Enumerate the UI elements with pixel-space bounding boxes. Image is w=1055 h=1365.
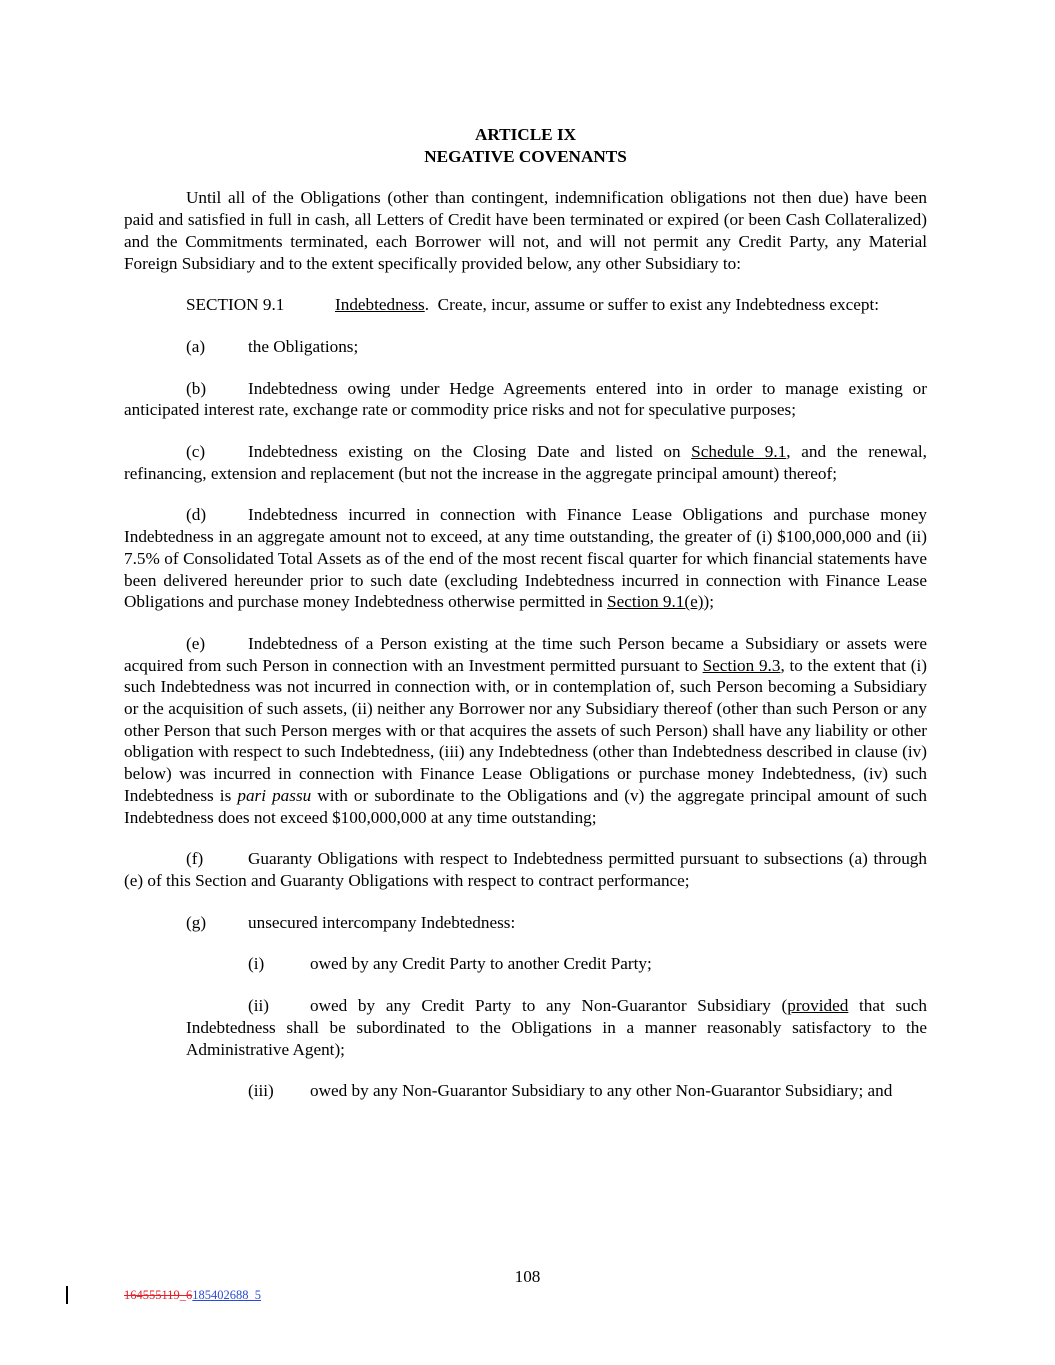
document-id <box>124 1288 261 1303</box>
item-label: (ii) <box>248 996 269 1016</box>
item-g-iii <box>186 1080 927 1102</box>
section-9-1: SECTION 9.1 Indebtedness. Create, incur, assume or suffer to exist any Indebtedness except: <box>186 295 880 315</box>
item-label: (d) <box>186 505 207 525</box>
section-reference: Section 9.1(e) <box>607 592 704 612</box>
item-text: owed by any Credit Party to another Credit Party; <box>310 954 652 974</box>
article-title: NEGATIVE COVENANTS <box>424 146 627 166</box>
item-a <box>124 336 927 358</box>
intro-paragraph: Until all of the Obligations (other than contingent, indemnification obligations not then due) have been paid and satisfied in full in cash, all Letters of Credit have been terminated or expired (or been Cash Collateralized) and the Commitments terminated, each Borrower will not, and will not permit any Credit Party, any Material Foreign Subsidiary and to the extent specifically provided below, any other Subsidiary to: <box>124 188 927 273</box>
item-label: (e) <box>186 633 206 653</box>
item-label: (a) <box>186 336 206 356</box>
section-text: Create, incur, assume or suffer to exist any Indebtedness except: <box>437 295 880 315</box>
item-text: Indebtedness incurred in connection with Finance Lease Obligations and purchase money Indebtedness in an aggregate amount not to exceed, at any time outstanding, the greater of (i) $100,000,000 and (ii) 7.5% of Consolidated Total Assets as of the end of the most recent fiscal quarter for which financial statements have been delivered hereunder prior to such date (excluding Indebtedness incurred in connection with Finance Lease Obligations and purchase money Indebtedness otherwise permitted in <box>124 505 927 612</box>
revision-change-bar <box>66 1286 68 1304</box>
item-label: (g) <box>186 912 207 932</box>
item-label: (c) <box>186 442 206 462</box>
item-text: owed by any Credit Party to any Non-Guarantor Subsidiary ( <box>310 996 788 1016</box>
item-text: Indebtedness existing on the Closing Date and listed on <box>248 442 692 462</box>
item-text: with or subordinate to the Obligations and (v) the aggregate principal amount of such Indebtedness does not exceed $100,000,000 at any time outstanding; <box>124 785 927 827</box>
section-reference: Section 9.3 <box>702 655 781 675</box>
item-label: (b) <box>186 378 207 398</box>
item-g <box>124 912 927 934</box>
item-text: the Obligations; <box>248 336 359 356</box>
schedule-reference: Schedule 9.1 <box>691 442 787 462</box>
item-text: Indebtedness of a Person existing at the time such Person became a Subsidiary or assets were acquired from such Person in connection with an Investment permitted pursuant to <box>124 633 927 675</box>
item-g-i <box>186 953 927 975</box>
item-g-ii <box>186 995 927 1060</box>
inserted-document-id: 185402688_5 <box>192 1288 262 1302</box>
item-label: (i) <box>248 954 265 974</box>
item-e <box>124 633 927 828</box>
provided-term: provided <box>787 996 849 1016</box>
item-text: , to the extent that (i) such Indebtedness was not incurred in connection with, or in contemplation of, such Person becoming a Subsidiary or the acquisition of such assets, (ii) neither any Borrower nor any Subsidiary thereof (other than such Person or any other Person that such Person merges with or that acquires the assets of such Person) shall have any liability or other obligation with respect to such Indebtedness, (iii) any Indebtedness (other than Indebtedness described in clause (iv) below) was incurred in connection with Finance Lease Obligations or purchase money Indebtedness, (iv) such Indebtedness is <box>124 655 928 805</box>
section-number: SECTION 9.1 <box>186 295 285 315</box>
item-text: owed by any Non-Guarantor Subsidiary to any other Non-Guarantor Subsidiary; and <box>310 1081 893 1101</box>
item-f <box>124 848 927 891</box>
page-number: 108 <box>514 1267 541 1286</box>
article-number: ARTICLE IX <box>474 125 577 144</box>
item-label: (f) <box>186 849 204 869</box>
item-text: ); <box>703 592 714 612</box>
item-label: (iii) <box>248 1081 274 1101</box>
item-b <box>124 378 927 421</box>
deleted-document-id: 164555119_6 <box>124 1288 193 1302</box>
item-text: that such Indebtedness shall be subordinated to the Obligations in a manner reasonably satisfactory to the Administrative Agent); <box>186 996 928 1059</box>
section-heading: Indebtedness <box>335 295 425 315</box>
item-c <box>124 441 927 484</box>
item-d <box>124 504 927 613</box>
document-page <box>124 124 927 1102</box>
item-text: , and the renewal, refinancing, extension and replacement (but not the increase in the aggregate principal amount) thereof; <box>124 442 927 483</box>
item-text: Guaranty Obligations with respect to Indebtedness permitted pursuant to subsections (a) through (e) of this Section and Guaranty Obligations with respect to contract performance; <box>124 849 927 890</box>
item-text: unsecured intercompany Indebtedness: <box>248 912 516 932</box>
item-text: Indebtedness owing under Hedge Agreements entered into in order to manage existing or anticipated interest rate, exchange rate or commodity price risks and not for speculative purposes; <box>124 378 927 420</box>
italic-term: pari passu <box>237 785 312 805</box>
